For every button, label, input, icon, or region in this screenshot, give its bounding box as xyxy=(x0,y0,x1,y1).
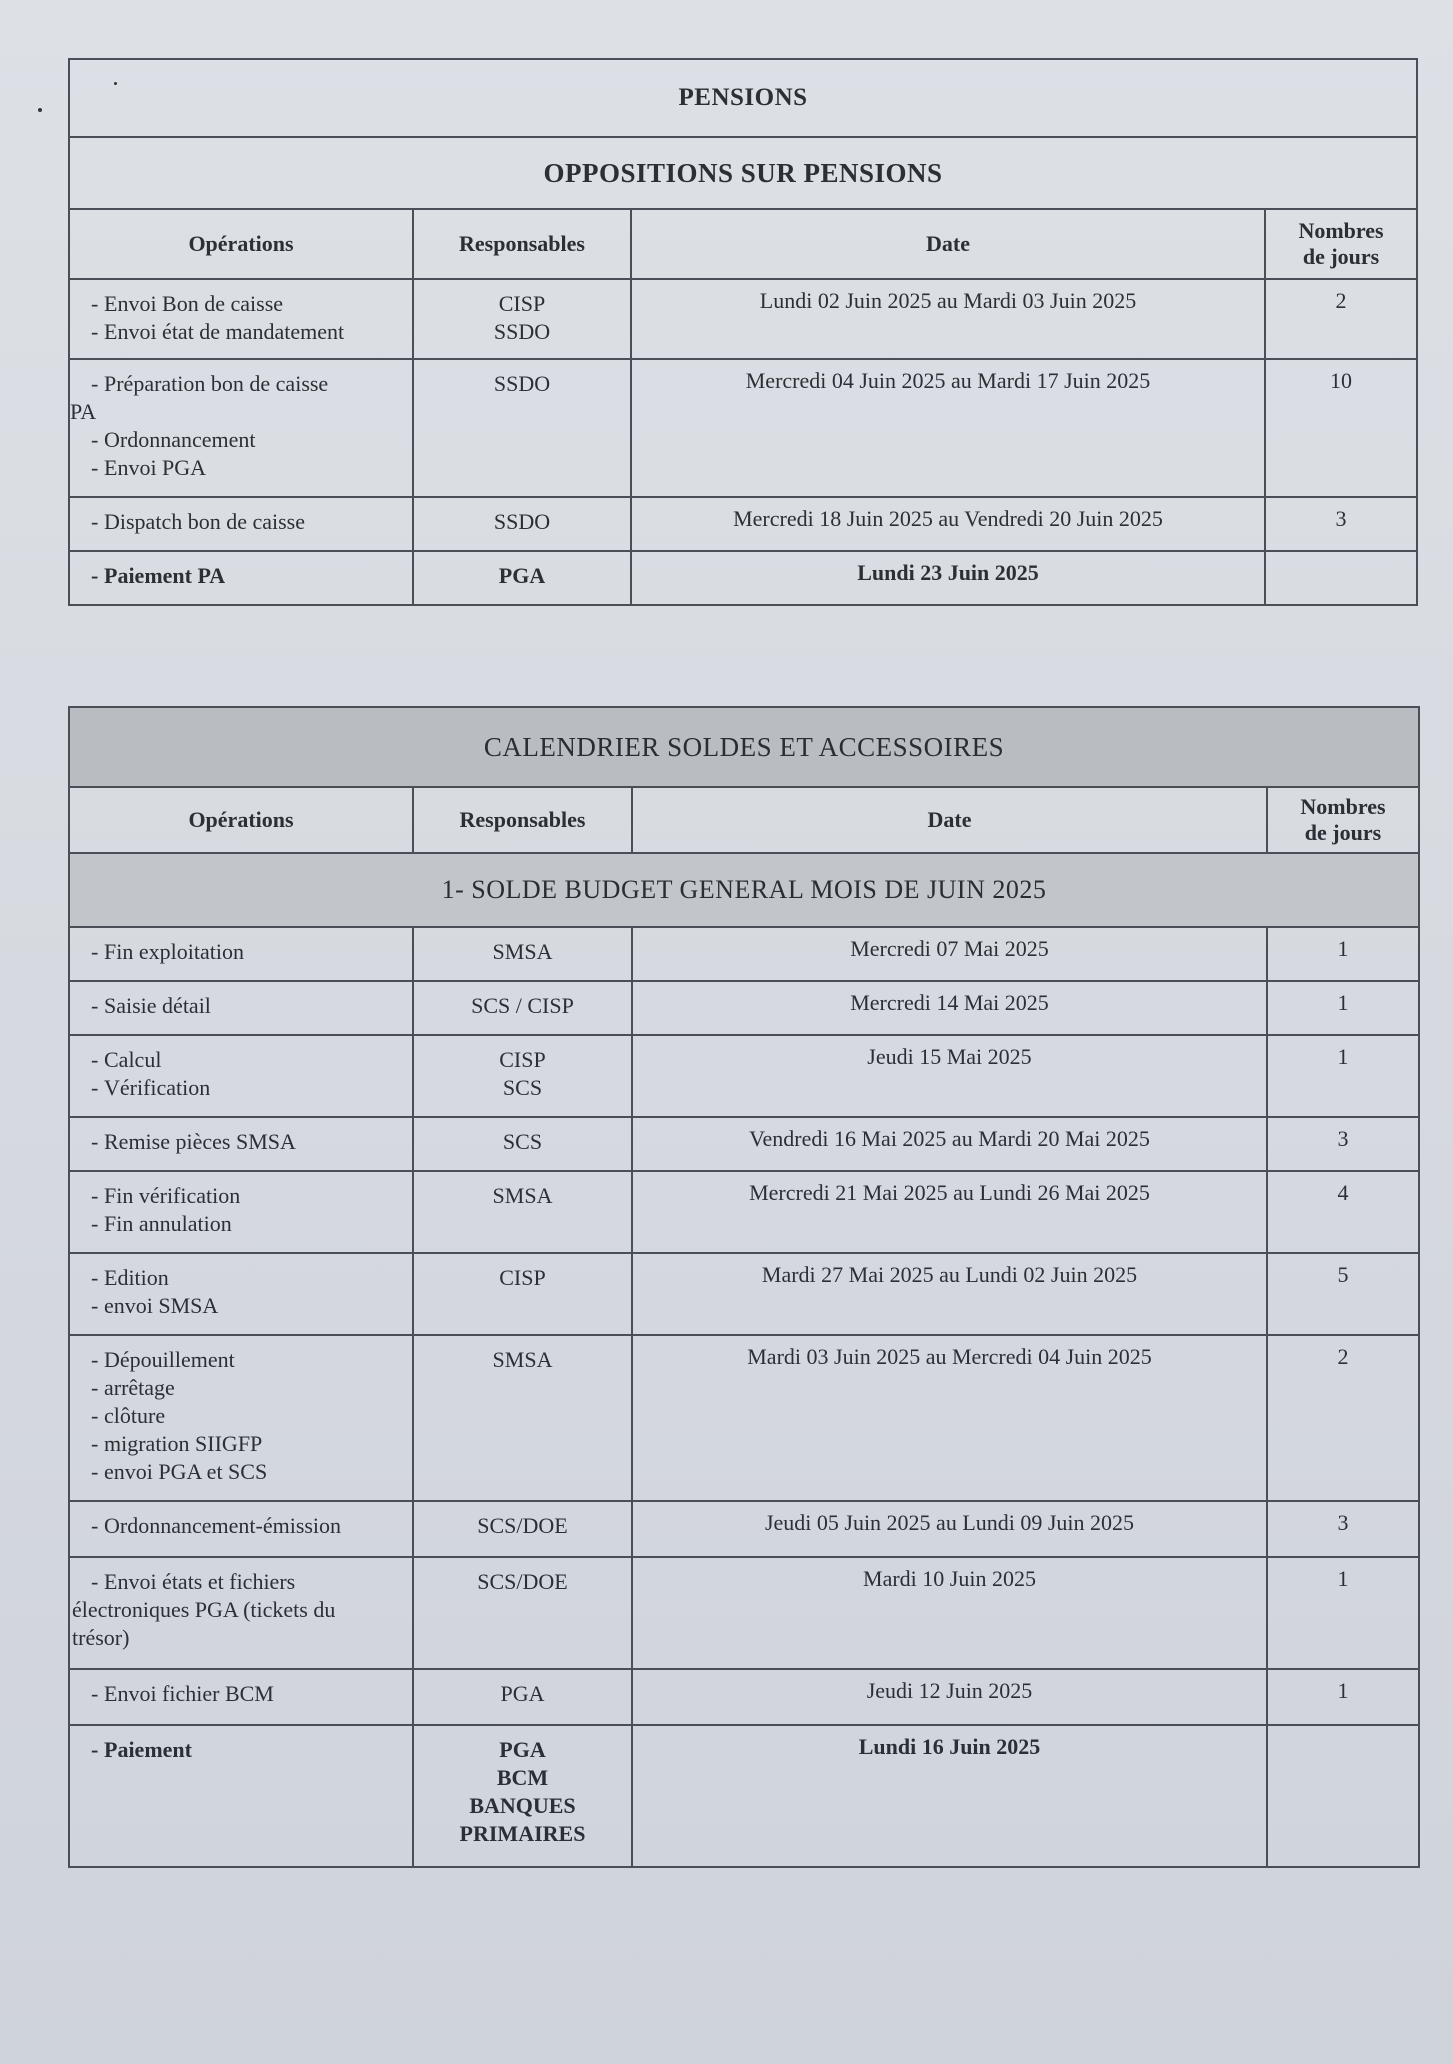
table-row xyxy=(69,1117,1419,1171)
responsables-cell xyxy=(413,1557,632,1669)
days-cell: 1 xyxy=(1267,1035,1419,1117)
header-date: Date xyxy=(631,209,1265,279)
date-cell: Mercredi 04 Juin 2025 au Mardi 17 Juin 2025 xyxy=(631,359,1265,497)
responsable-line: BCM xyxy=(496,1765,549,1790)
calendrier-table xyxy=(68,706,1420,1868)
responsables-cell xyxy=(413,1171,632,1253)
operation-line: - Edition xyxy=(104,1264,400,1292)
operation-line: - Envoi Bon de caisse xyxy=(104,290,400,318)
operation-line: - Préparation bon de caisse xyxy=(104,370,400,398)
responsable-line: PGA xyxy=(499,1737,546,1762)
responsable-line: SMSA xyxy=(492,1347,553,1372)
days-cell: 4 xyxy=(1267,1171,1419,1253)
responsables-cell xyxy=(413,1035,632,1117)
days-cell: 3 xyxy=(1267,1501,1419,1557)
date-cell: Mercredi 14 Mai 2025 xyxy=(632,981,1267,1035)
days-cell: 1 xyxy=(1267,927,1419,981)
date-cell: Lundi 23 Juin 2025 xyxy=(631,551,1265,605)
days-cell xyxy=(1265,551,1417,605)
table-row xyxy=(69,1725,1419,1867)
date-cell: Jeudi 15 Mai 2025 xyxy=(632,1035,1267,1117)
operations-cell xyxy=(69,1171,413,1253)
table-row xyxy=(69,1335,1419,1501)
operation-line: - Paiement xyxy=(104,1736,400,1764)
calendrier-header-row xyxy=(69,787,1419,853)
days-cell: 1 xyxy=(1267,1557,1419,1669)
date-cell: Mardi 03 Juin 2025 au Mercredi 04 Juin 2025 xyxy=(632,1335,1267,1501)
operation-line: - envoi PGA et SCS xyxy=(104,1458,400,1486)
days-cell: 5 xyxy=(1267,1253,1419,1335)
operations-cell xyxy=(69,1335,413,1501)
responsable-line: SMSA xyxy=(492,1183,553,1208)
operation-line: - Envoi PGA xyxy=(104,454,400,482)
responsables-cell xyxy=(413,981,632,1035)
speck-mark xyxy=(38,108,42,112)
date-cell: Mardi 10 Juin 2025 xyxy=(632,1557,1267,1669)
operation-line: - Envoi états et fichiers xyxy=(104,1568,400,1596)
date-cell: Mercredi 21 Mai 2025 au Lundi 26 Mai 2025 xyxy=(632,1171,1267,1253)
calendrier-title: CALENDRIER SOLDES ET ACCESSOIRES xyxy=(69,707,1419,787)
days-cell: 2 xyxy=(1267,1335,1419,1501)
header-responsables: Responsables xyxy=(413,209,631,279)
operation-line: - Envoi état de mandatement xyxy=(104,318,400,346)
table-row xyxy=(69,1253,1419,1335)
operation-line: - Remise pièces SMSA xyxy=(104,1128,400,1156)
oppositions-subtitle: OPPOSITIONS SUR PENSIONS xyxy=(69,137,1417,209)
operation-line: - migration SIIGFP xyxy=(104,1430,400,1458)
operation-line: trésor) xyxy=(72,1625,130,1650)
header-nombres-jours: Nombres de jours xyxy=(1267,787,1419,853)
table-row xyxy=(69,1171,1419,1253)
operation-line: électroniques PGA (tickets du xyxy=(72,1597,336,1622)
operations-cell xyxy=(69,551,413,605)
operation-line: - Ordonnancement xyxy=(104,426,400,454)
table-row xyxy=(69,927,1419,981)
operations-cell xyxy=(69,927,413,981)
responsables-cell xyxy=(413,1501,632,1557)
responsables-cell xyxy=(413,497,631,551)
date-cell: Jeudi 12 Juin 2025 xyxy=(632,1669,1267,1725)
responsables-cell xyxy=(413,279,631,359)
header-operations: Opérations xyxy=(69,209,413,279)
operations-cell xyxy=(69,1035,413,1117)
responsable-line: PGA xyxy=(500,1681,545,1706)
table-row xyxy=(69,1035,1419,1117)
responsable-line: CISP xyxy=(498,291,546,316)
responsable-line: SSDO xyxy=(493,319,551,344)
responsables-cell xyxy=(413,1117,632,1171)
responsable-line: PRIMAIRES xyxy=(459,1821,586,1846)
operations-cell xyxy=(69,1725,413,1867)
pensions-header-row xyxy=(69,209,1417,279)
responsables-cell xyxy=(413,927,632,981)
table-row xyxy=(69,1557,1419,1669)
operations-cell xyxy=(69,359,413,497)
date-cell: Lundi 16 Juin 2025 xyxy=(632,1725,1267,1867)
operations-cell xyxy=(69,1557,413,1669)
responsable-line: SCS/DOE xyxy=(477,1569,568,1594)
responsables-cell xyxy=(413,1253,632,1335)
date-cell: Vendredi 16 Mai 2025 au Mardi 20 Mai 2025 xyxy=(632,1117,1267,1171)
responsable-line: BANQUES xyxy=(469,1793,576,1818)
date-cell: Jeudi 05 Juin 2025 au Lundi 09 Juin 2025 xyxy=(632,1501,1267,1557)
table-row xyxy=(69,981,1419,1035)
operation-line: - Paiement PA xyxy=(104,562,400,590)
days-cell: 10 xyxy=(1265,359,1417,497)
days-cell: 1 xyxy=(1267,1669,1419,1725)
operation-line: - Saisie détail xyxy=(104,992,400,1020)
operations-cell xyxy=(69,981,413,1035)
section-title: 1- SOLDE BUDGET GENERAL MOIS DE JUIN 2025 xyxy=(69,853,1419,927)
days-cell: 2 xyxy=(1265,279,1417,359)
responsable-line: SSDO xyxy=(493,371,551,396)
responsables-cell xyxy=(413,551,631,605)
days-cell: 3 xyxy=(1267,1117,1419,1171)
operations-cell xyxy=(69,1117,413,1171)
operation-line: - Dépouillement xyxy=(104,1346,400,1374)
responsable-line: CISP xyxy=(499,1047,546,1072)
days-cell: 1 xyxy=(1267,981,1419,1035)
operation-line: - Envoi fichier BCM xyxy=(104,1680,400,1708)
operations-cell xyxy=(69,497,413,551)
operation-line: - Fin annulation xyxy=(104,1210,400,1238)
table-row xyxy=(69,359,1417,497)
pensions-table xyxy=(68,58,1418,606)
header-operations: Opérations xyxy=(69,787,413,853)
header-nombres-jours: Nombres de jours xyxy=(1265,209,1417,279)
operation-line: - arrêtage xyxy=(104,1374,400,1402)
date-cell: Lundi 02 Juin 2025 au Mardi 03 Juin 2025 xyxy=(631,279,1265,359)
operation-line: - Fin vérification xyxy=(104,1182,400,1210)
table-row xyxy=(69,551,1417,605)
responsables-cell xyxy=(413,1335,632,1501)
operations-cell xyxy=(69,1501,413,1557)
operations-cell xyxy=(69,279,413,359)
header-date: Date xyxy=(632,787,1267,853)
responsables-cell xyxy=(413,1669,632,1725)
operation-line: - Fin exploitation xyxy=(104,938,400,966)
operation-line: - Calcul xyxy=(104,1046,400,1074)
responsable-line: SSDO xyxy=(493,509,551,534)
operation-line: - clôture xyxy=(104,1402,400,1430)
responsable-line: SCS / CISP xyxy=(471,993,574,1018)
responsable-line: CISP xyxy=(499,1265,546,1290)
responsables-cell xyxy=(413,359,631,497)
date-cell: Mercredi 07 Mai 2025 xyxy=(632,927,1267,981)
operation-line: - Dispatch bon de caisse xyxy=(104,508,400,536)
table-row xyxy=(69,497,1417,551)
days-cell xyxy=(1267,1725,1419,1867)
responsable-line: SCS/DOE xyxy=(477,1513,568,1538)
date-cell: Mercredi 18 Juin 2025 au Vendredi 20 Juin 2025 xyxy=(631,497,1265,551)
operation-line: - Vérification xyxy=(104,1074,400,1102)
responsable-line: SCS xyxy=(502,1129,543,1154)
operation-line: - Ordonnancement-émission xyxy=(104,1512,400,1540)
operation-line: - envoi SMSA xyxy=(104,1292,400,1320)
pensions-title: PENSIONS xyxy=(69,59,1417,137)
date-cell: Mardi 27 Mai 2025 au Lundi 02 Juin 2025 xyxy=(632,1253,1267,1335)
responsable-line: PGA xyxy=(498,563,546,588)
table-row xyxy=(69,1501,1419,1557)
operation-line: PA xyxy=(70,399,97,424)
table-row xyxy=(69,1669,1419,1725)
days-cell: 3 xyxy=(1265,497,1417,551)
operations-cell xyxy=(69,1253,413,1335)
responsable-line: SCS xyxy=(502,1075,543,1100)
header-responsables: Responsables xyxy=(413,787,632,853)
table-row xyxy=(69,279,1417,359)
operations-cell xyxy=(69,1669,413,1725)
responsables-cell xyxy=(413,1725,632,1867)
responsable-line: SMSA xyxy=(492,939,553,964)
